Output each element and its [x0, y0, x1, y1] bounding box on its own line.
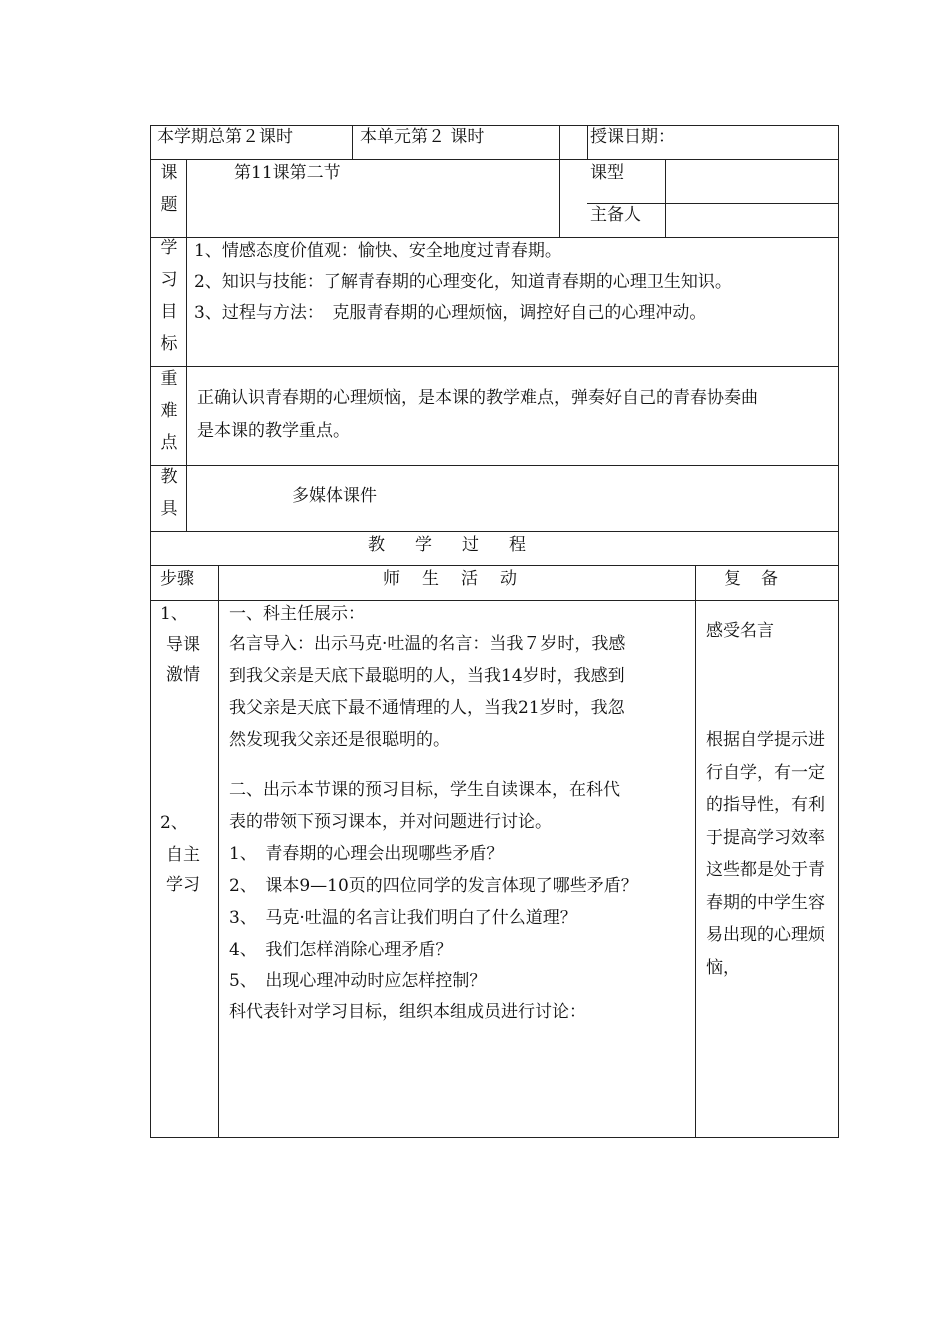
table-rule — [695, 565, 696, 1138]
objective-item: 1、情感态度价值观：愉快、安全地度过青春期。 — [194, 241, 562, 261]
closing-line: 科代表针对学习目标，组织本组成员进行讨论： — [229, 1002, 586, 1022]
step-name: 激情 — [166, 665, 200, 685]
question-item: 4、 我们怎样消除心理矛盾？ — [229, 940, 453, 960]
table-rule — [150, 465, 839, 466]
table-rule — [186, 159, 187, 531]
step-number: 2、 — [160, 813, 188, 833]
table-rule — [559, 125, 560, 237]
section-line: 表的带领下预习课本，并对问题进行讨论。 — [229, 812, 552, 832]
total-period: 本学期总第２课时 — [157, 127, 293, 147]
question-item: 5、 出现心理冲动时应怎样控制？ — [229, 971, 487, 991]
table-rule — [218, 565, 219, 1138]
date-label: 授课日期： — [590, 127, 675, 147]
activity-column-header: 师生活动 — [383, 569, 539, 589]
table-rule — [150, 531, 839, 532]
question-item: 2、 课本9—10页的四位同学的发言体现了哪些矛盾？ — [229, 876, 638, 896]
table-rule — [150, 237, 839, 238]
question-item: 3、 马克·吐温的名言让我们明白了什么道理？ — [229, 908, 577, 928]
difficulty-line: 是本课的教学重点。 — [197, 421, 350, 441]
table-rule — [665, 159, 666, 237]
note-text: 根据自学提示进行自学，有一定的指导性，有利于提高学习效率这些都是处于青春期的中学生容易出现的心理烦恼， — [706, 730, 825, 978]
table-rule — [150, 600, 839, 601]
table-border-bottom — [150, 1137, 839, 1138]
step-number: 1、 — [160, 604, 188, 624]
preparer-label: 主备人 — [590, 205, 641, 225]
table-border-left — [150, 125, 151, 1138]
table-rule — [150, 366, 839, 367]
note-text: 感受名言 — [706, 621, 774, 641]
table-rule — [150, 159, 839, 160]
quote-line: 到我父亲是天底下最聪明的人，当我14岁时，我感到 — [229, 666, 625, 686]
difficulty-line: 正确认识青春期的心理烦恼，是本课的教学难点，弹奏好自己的青春协奏曲 — [197, 388, 758, 408]
table-rule — [150, 565, 839, 566]
objectives-label: 学习目标 — [160, 238, 178, 354]
quote-line: 名言导入：出示马克·吐温的名言：当我７岁时，我感 — [229, 634, 626, 654]
question-item: 1、 青春期的心理会出现哪些矛盾？ — [229, 844, 504, 864]
step-column-header: 步骤 — [160, 569, 194, 589]
table-rule — [587, 125, 588, 159]
section-line: 二、出示本节课的预习目标，学生自读课本，在科代 — [229, 780, 620, 800]
step-name: 学习 — [166, 875, 200, 895]
section-title: 一、科主任展示： — [229, 604, 365, 624]
type-label: 课型 — [590, 163, 624, 183]
objective-item: 3、过程与方法： 克服青春期的心理烦恼，调控好自己的心理冲动。 — [194, 303, 707, 323]
process-title: 教学过程 — [368, 535, 556, 555]
tools-label: 教具 — [160, 467, 178, 519]
tools-value: 多媒体课件 — [292, 486, 377, 506]
topic-label: 课题 — [160, 163, 178, 215]
notes-column-header: 复备 — [724, 569, 798, 589]
unit-period: 本单元第２ 课时 — [360, 127, 485, 147]
quote-line: 然发现我父亲还是很聪明的。 — [229, 730, 450, 750]
step-name: 自主 — [166, 845, 200, 865]
quote-line: 我父亲是天底下最不通情理的人，当我21岁时，我忽 — [229, 698, 625, 718]
difficulty-label: 重难点 — [160, 369, 178, 453]
table-rule — [352, 125, 353, 159]
topic-value: 第11课第二节 — [234, 163, 341, 183]
table-border-right — [838, 125, 839, 1138]
objective-item: 2、知识与技能：了解青春期的心理变化，知道青春期的心理卫生知识。 — [194, 272, 732, 292]
step-name: 导课 — [166, 635, 200, 655]
